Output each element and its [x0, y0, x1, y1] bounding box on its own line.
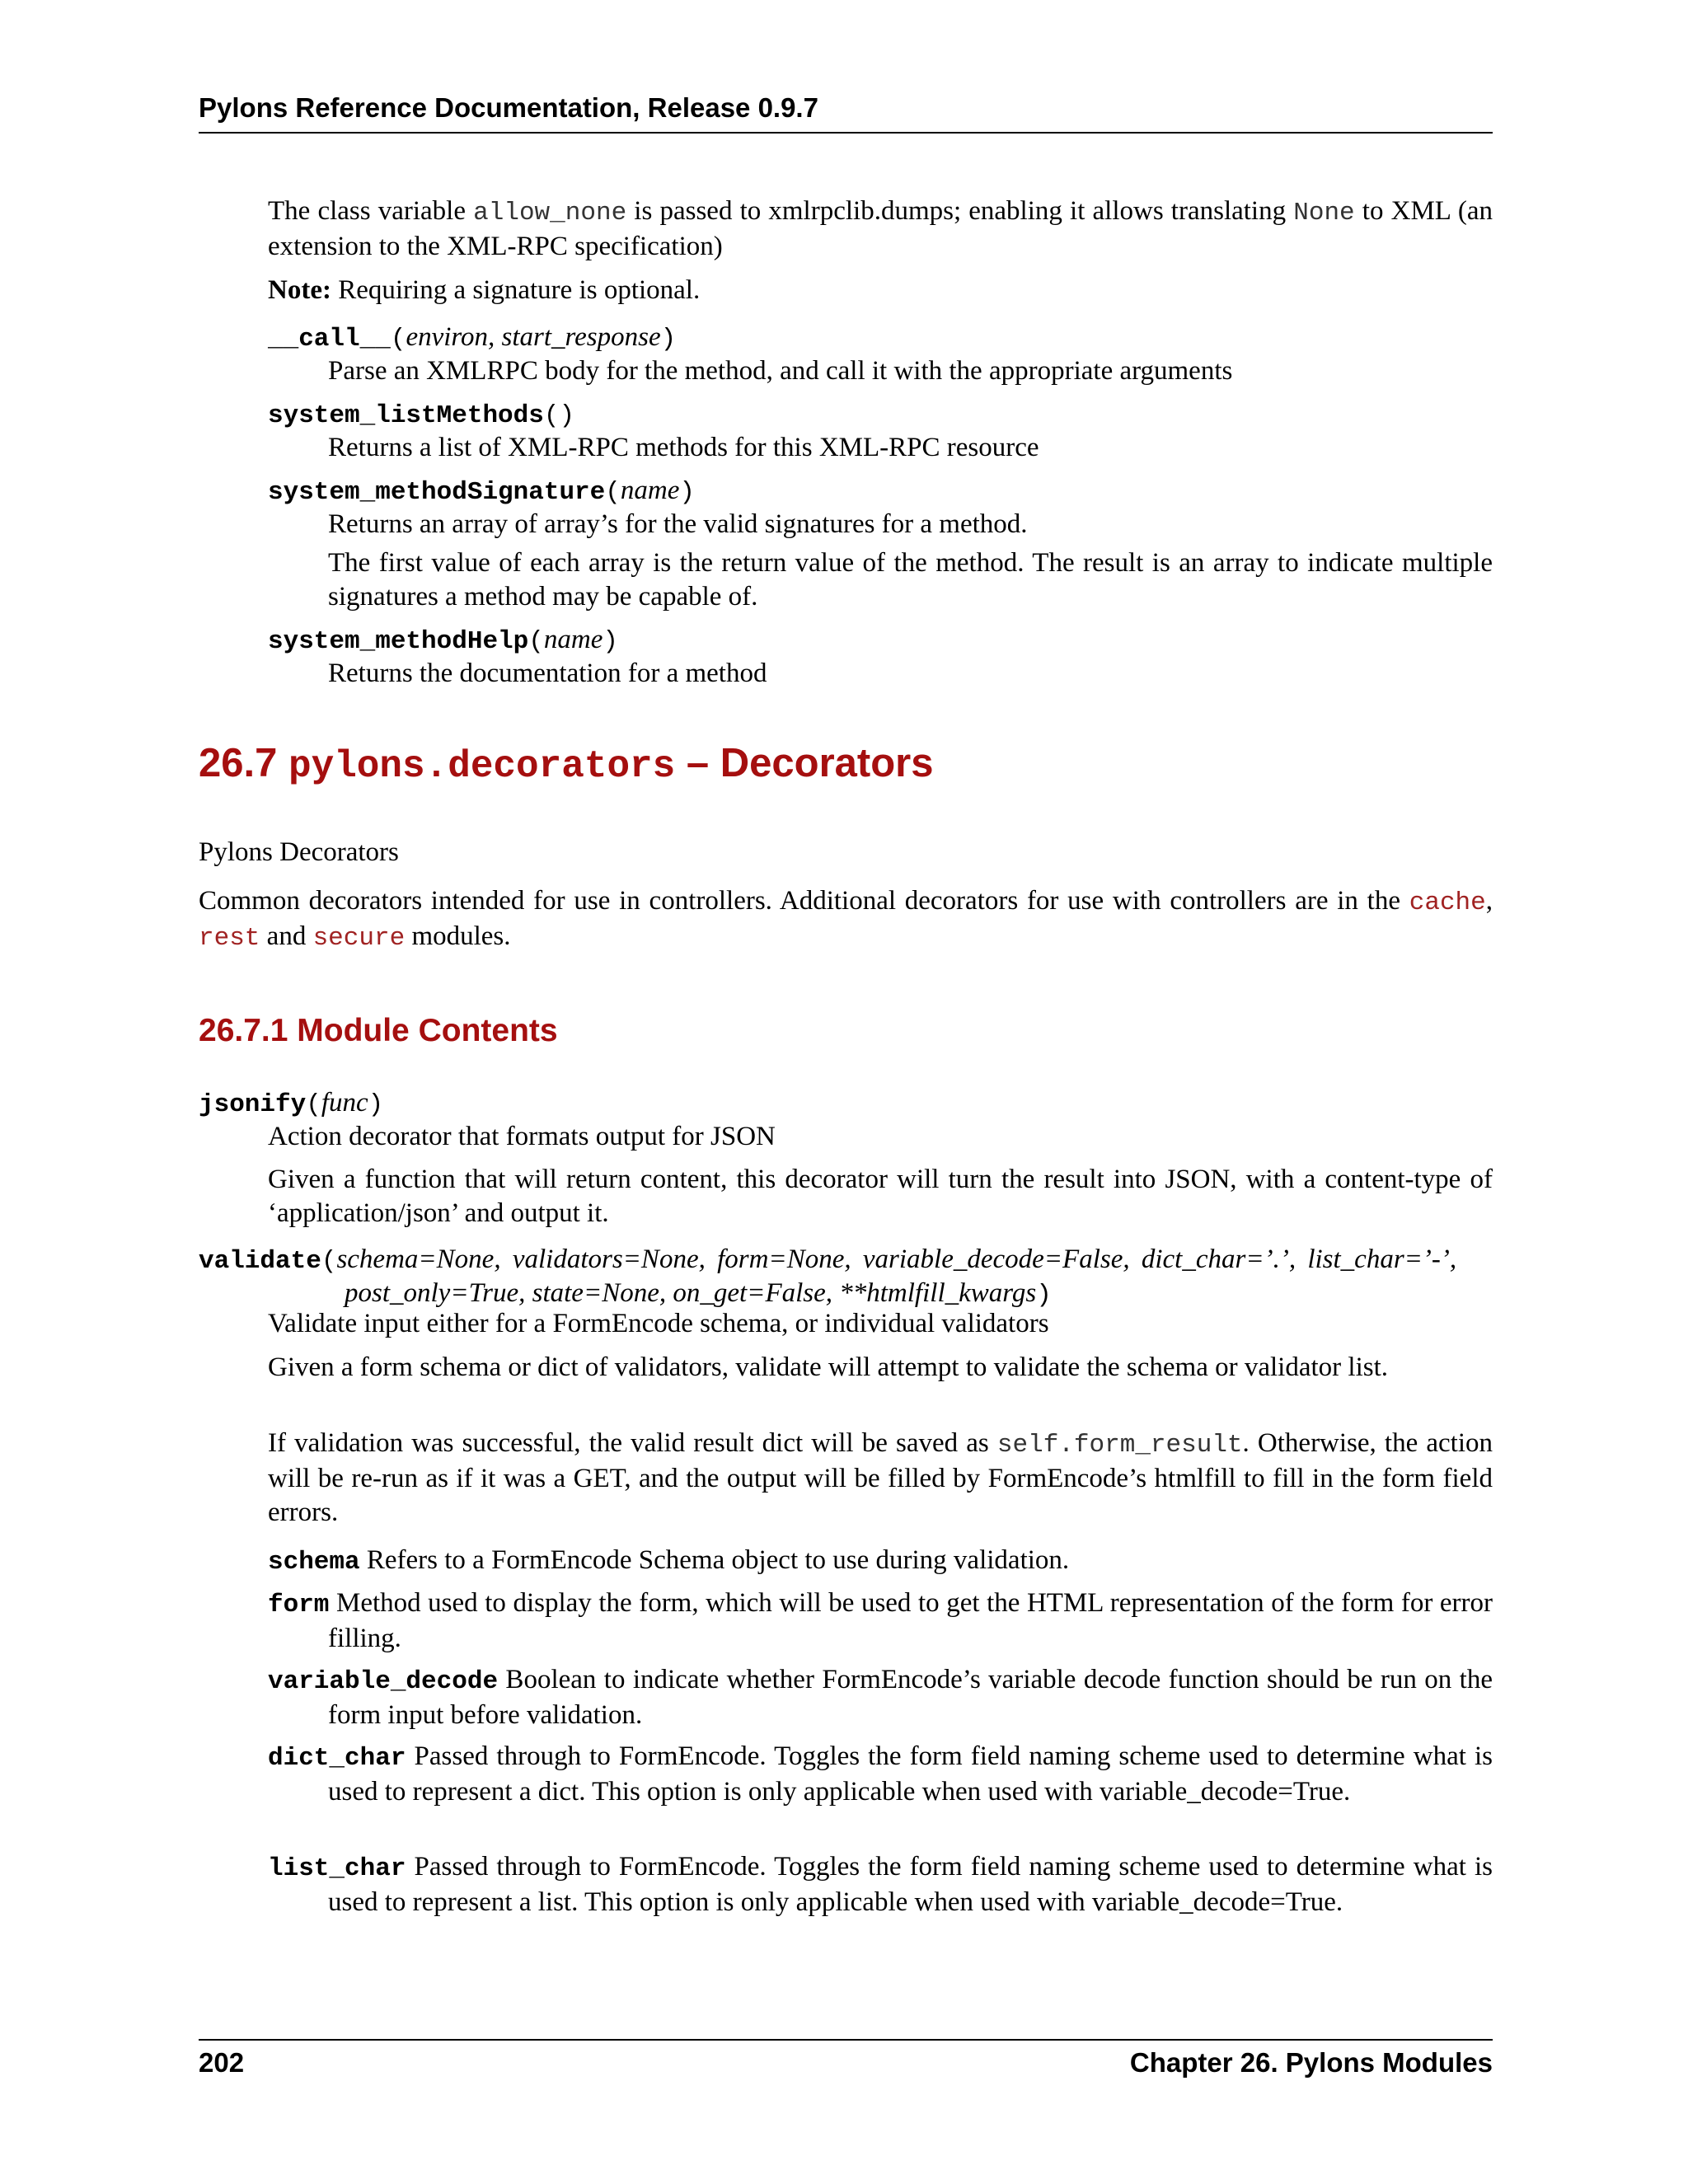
method-description: Returns a list of XML-RPC methods for this XML-RPC resource: [328, 433, 1039, 462]
method-name: system_methodHelp: [268, 627, 529, 656]
param-name: variable_decode: [268, 1667, 499, 1696]
page-footer: [199, 2039, 1493, 2078]
link-rest[interactable]: rest: [199, 924, 260, 953]
method-signature: __call__(environ, start_response): [268, 322, 677, 354]
inline-code-none: None: [1293, 199, 1355, 227]
intro-paragraph: The class variable allow_none is passed to xmlrpclib.dumps; enabling it allows translating None to XML (an extension to the XML-RPC specification): [268, 196, 1493, 261]
param-name: list_char: [268, 1854, 406, 1883]
param-item: list_char Passed through to FormEncode. Toggles the form field naming scheme used to determine what is used to represent a list. This option is only applicable when used with variable_decode=True.: [268, 1852, 1493, 1917]
function-signature-cont: post_only=True, state=None, on_get=False, **htmlfill_kwargs): [345, 1278, 1052, 1310]
method-description: Returns an array of array’s for the valid signatures for a method.: [328, 509, 1028, 539]
chapter-title: Chapter 26. Pylons Modules: [1129, 2047, 1493, 2078]
inline-code-allow-none: allow_none: [473, 199, 627, 227]
page-number: 202: [199, 2047, 245, 2078]
param-item: schema Refers to a FormEncode Schema object to use during validation.: [268, 1545, 1070, 1577]
method-name: __call__: [268, 325, 391, 354]
function-description: If validation was successful, the valid result dict will be saved as self.form_result. Otherwise, the action will be re-run as if it was a GET, and the output will be filled by FormEncode’s htmlfill to fill in the form field errors.: [268, 1428, 1493, 1527]
param-item: dict_char Passed through to FormEncode. Toggles the form field naming scheme used to determine what is used to represent a dict. This option is only applicable when used with variable_decode=True.: [268, 1741, 1493, 1807]
inline-code-form-result: self.form_result: [996, 1431, 1243, 1460]
subsection-heading: 26.7.1 Module Contents: [199, 1013, 558, 1048]
param-name: form: [268, 1591, 330, 1619]
note: [268, 274, 1493, 307]
param-item: form Method used to display the form, which will be used to get the HTML representation of the form for error filling.: [268, 1588, 1493, 1653]
method-description: Parse an XMLRPC body for the method, and call it with the appropriate arguments: [328, 356, 1233, 386]
method-name: system_methodSignature: [268, 478, 606, 507]
function-name: jsonify: [199, 1090, 307, 1119]
section-heading: 26.7 pylons.decorators – Decorators: [199, 741, 934, 788]
function-name: validate: [199, 1247, 321, 1276]
note-text: Requiring a signature is optional.: [331, 275, 701, 305]
function-signature: validate(schema=None, validators=None, form=None, variable_decode=False, dict_char=’.’, list_char=’-’,: [199, 1244, 1457, 1276]
method-signature: system_methodHelp(name): [268, 625, 618, 656]
header-title: Pylons Reference Documentation, Release 0.9.7: [199, 92, 818, 123]
function-description: Given a function that will return content, this decorator will turn the result into JSON, with a content-type of ‘application/json’ and output it.: [268, 1165, 1493, 1228]
param-item: variable_decode Boolean to indicate whether FormEncode’s variable decode function should be run on the form input before validation.: [268, 1665, 1493, 1730]
function-description: Action decorator that formats output for JSON: [268, 1122, 776, 1151]
param-name: schema: [268, 1548, 360, 1577]
method-name: system_listMethods: [268, 401, 544, 430]
method-signature: system_methodSignature(name): [268, 476, 695, 507]
note-label: Note:: [268, 275, 331, 305]
param-name: dict_char: [268, 1744, 406, 1773]
method-signature: system_listMethods(): [268, 401, 575, 430]
function-signature: jsonify(func): [199, 1088, 384, 1119]
link-secure[interactable]: secure: [312, 924, 406, 953]
section-paragraph: Pylons Decorators: [199, 837, 399, 867]
method-description: The first value of each array is the return value of the method. The result is an array to indicate multiple signatures a method may be capable of.: [328, 548, 1493, 612]
page-header: [199, 91, 1493, 134]
method-description: Returns the documentation for a method: [328, 658, 767, 688]
function-description: Validate input either for a FormEncode schema, or individual validators: [268, 1309, 1049, 1338]
section-paragraph: Common decorators intended for use in controllers. Additional decorators for use with controllers are in the cache, rest and secure modules.: [199, 886, 1493, 953]
link-cache[interactable]: cache: [1409, 888, 1486, 917]
function-description: Given a form schema or dict of validators, validate will attempt to validate the schema or validator list.: [268, 1352, 1388, 1382]
